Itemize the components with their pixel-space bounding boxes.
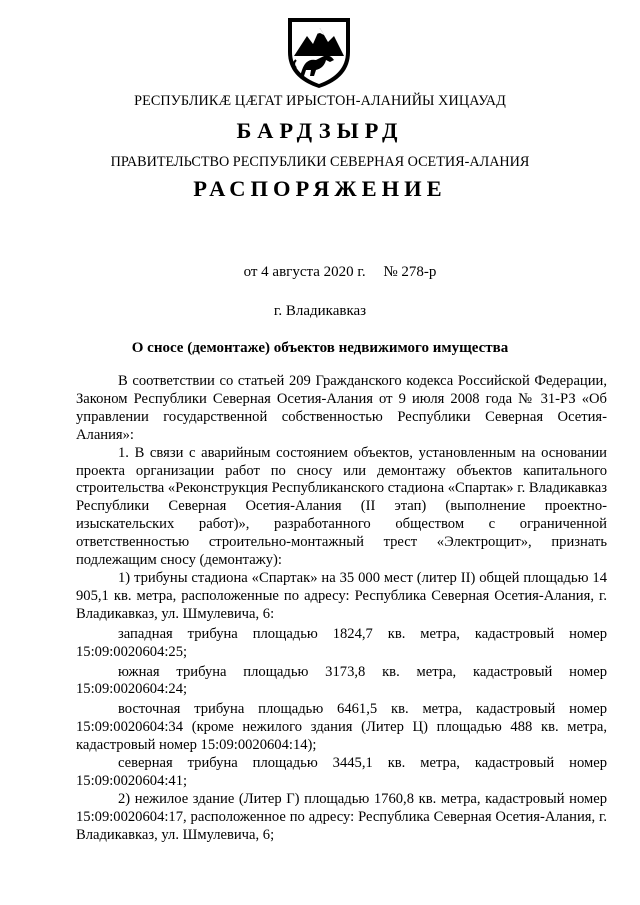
document-number: № 278-р	[383, 264, 437, 280]
paragraph-subitem-2: 2) нежилое здание (Литер Г) площадью 1760,8 кв. метра, кадастровый номер 15:09:0020604:17, расположенное по адресу: Республика Северная Осетия-Алания, г. Владикавказ, ул. Шмулевича, 6;	[76, 790, 607, 843]
paragraph-subitem-1: 1) трибуны стадиона «Спартак» на 35 000 мест (литер II) общей площадью 14 905,1 кв. метра, расположенные по адресу: Республика Северная Осетия-Алания, г. Владикавказ, ул. Шмулевича, 6:	[76, 569, 607, 622]
document-body	[76, 373, 607, 845]
paragraph-preamble: В соответствии со статьей 209 Гражданского кодекса Российской Федерации, Законом Республики Северная Осетия-Алания от 9 июля 2008 года № 31-РЗ «Об управлении государственной собственностью Республики Северная Осетия-Алания»:	[76, 373, 607, 443]
paragraph-north-stand: северная трибуна площадью 3445,1 кв. метра, кадастровый номер 15:09:0020604:41;	[76, 755, 607, 789]
header-russian-government: ПРАВИТЕЛЬСТВО РЕСПУБЛИКИ СЕВЕРНАЯ ОСЕТИЯ-АЛАНИЯ	[110, 154, 530, 170]
paragraph-east-stand: восточная трибуна площадью 6461,5 кв. метра, кадастровый номер 15:09:0020604:34 (кроме нежилого здания (Литер Ц) площадью 488 кв. метра, кадастровый номер 15:09:0020604:14);	[76, 701, 607, 754]
document-title: О сносе (демонтаже) объектов недвижимого имущества	[131, 340, 509, 356]
paragraph-item-1: 1. В связи с аварийным состоянием объектов, установленным на основании проекта организации работ по сносу или демонтажу объектов капитального строительства «Реконструкция Республиканского стадиона «Спартак» г. Владикавказ Республики Северная Осетия-Алания (II этап) (выполнение проектно-изыскательских работ)», разработанного обществом с ограниченной ответственностью строительно-монтажный трест «Электрощит», признать подлежащим сносу (демонтажу):	[76, 444, 607, 569]
header-ossetian-government: РЕСПУБЛИКӔ ЦӔГАТ ИРЫСТОН-АЛАНИЙЫ ХИЦАУАД	[134, 93, 506, 109]
document-city: г. Владикавказ	[273, 303, 367, 319]
header-ossetian-order-title: БАРДЗЫРД	[236, 118, 404, 143]
coat-of-arms-emblem	[280, 12, 358, 90]
header-russian-order-title: РАСПОРЯЖЕНИЕ	[193, 176, 447, 201]
paragraph-west-stand: западная трибуна площадью 1824,7 кв. метра, кадастровый номер 15:09:0020604:25;	[76, 625, 607, 660]
date-line	[0, 264, 640, 281]
paragraph-south-stand: южная трибуна площадью 3173,8 кв. метра, кадастровый номер 15:09:0020604:24;	[76, 663, 607, 698]
document-date: от 4 августа 2020 г.	[243, 264, 366, 280]
